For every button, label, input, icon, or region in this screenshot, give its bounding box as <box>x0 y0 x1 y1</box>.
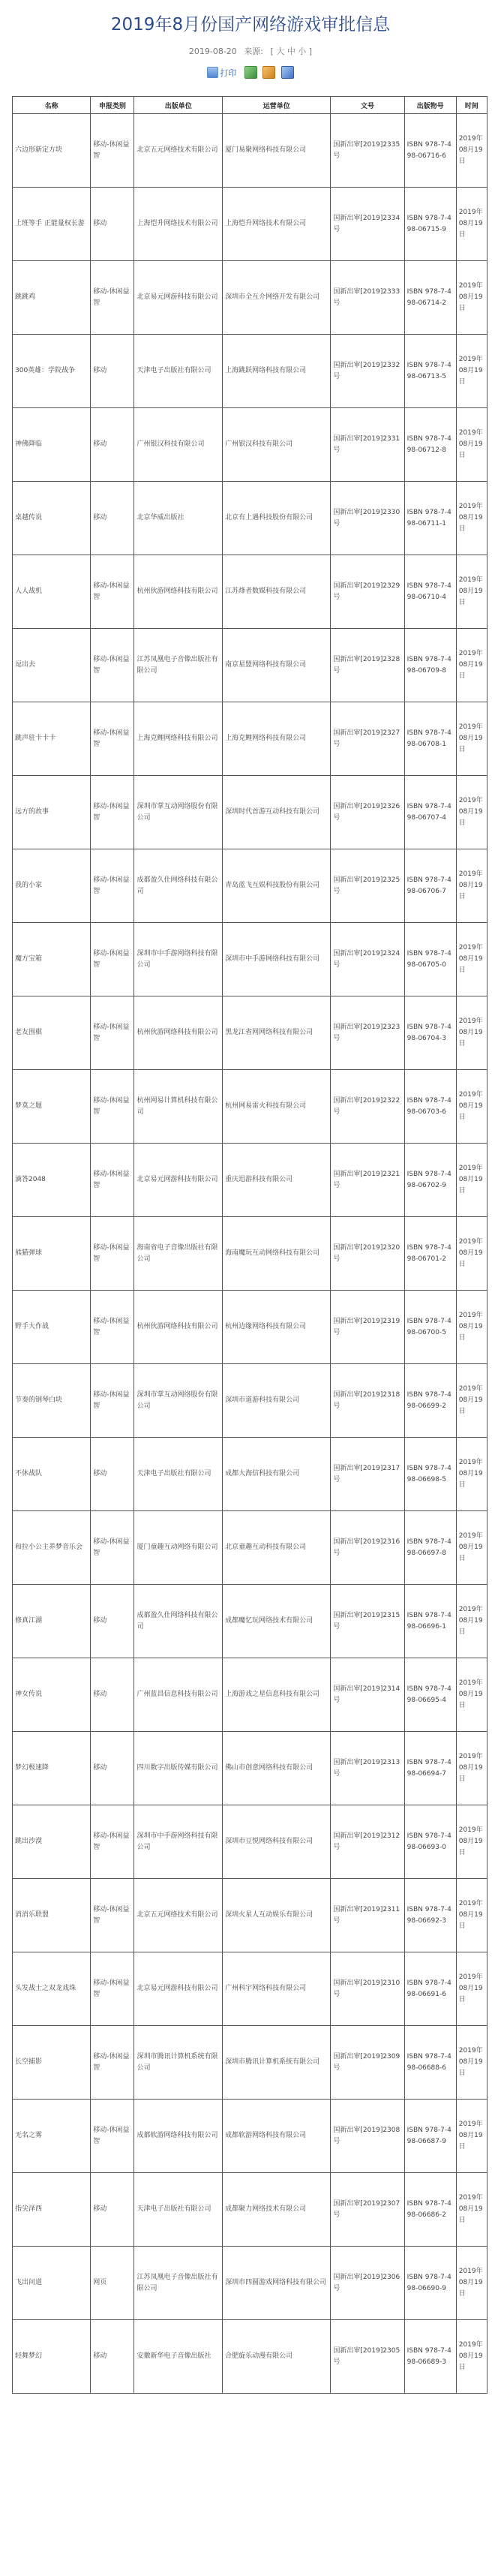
operator-cell: 深圳市四圆游戏网络科技有限公司 <box>223 2247 331 2320</box>
header-approval-number: 文号 <box>331 97 404 114</box>
category-cell: 移动 <box>91 1732 134 1805</box>
share-icon[interactable] <box>244 66 257 79</box>
publisher-cell: 北京五元网络技术有限公司 <box>134 1879 223 1952</box>
approval-number-cell: 国新出审[2019]2329号 <box>331 555 404 629</box>
date-cell: 2019年08月19日 <box>456 2320 487 2394</box>
header-name: 名称 <box>13 97 91 114</box>
isbn-cell: ISBN 978-7-498-06701-2 <box>404 1217 456 1291</box>
approval-number-cell: 国新出审[2019]2326号 <box>331 776 404 849</box>
game-name-cell: 无名之雾 <box>13 2100 91 2173</box>
operator-cell: 江苏烽者数媒科技有限公司 <box>223 555 331 629</box>
table-row <box>13 629 488 702</box>
publisher-cell: 天津电子出版社有限公司 <box>134 2173 223 2247</box>
publisher-cell: 北京五元网络技术有限公司 <box>134 114 223 188</box>
approval-number-cell: 国新出审[2019]2324号 <box>331 923 404 996</box>
font-size-switcher[interactable]: [ 大 中 小 ] <box>270 47 313 56</box>
approval-number-cell: 国新出审[2019]2314号 <box>331 1658 404 1732</box>
approval-number-cell: 国新出审[2019]2310号 <box>331 1952 404 2026</box>
approval-number-cell: 国新出审[2019]2328号 <box>331 629 404 702</box>
operator-cell: 深圳市全互介网络开发有限公司 <box>223 261 331 335</box>
operator-cell: 海南魔玩互动网络科技有限公司 <box>223 1217 331 1291</box>
table-row <box>13 1070 488 1144</box>
date-cell: 2019年08月19日 <box>456 335 487 408</box>
table-row <box>13 2100 488 2173</box>
publisher-cell: 安徽新华电子音像出版社 <box>134 2320 223 2394</box>
operator-cell: 深圳市豆悦网络科技有限公司 <box>223 1805 331 1879</box>
game-name-cell: 逗出去 <box>13 629 91 702</box>
date-cell: 2019年08月19日 <box>456 1879 487 1952</box>
isbn-cell: ISBN 978-7-498-06698-5 <box>404 1438 456 1511</box>
isbn-cell: ISBN 978-7-498-06699-2 <box>404 1364 456 1438</box>
isbn-cell: ISBN 978-7-498-06694-7 <box>404 1732 456 1805</box>
approval-number-cell: 国新出审[2019]2327号 <box>331 702 404 776</box>
publisher-cell: 北京易元网游科技有限公司 <box>134 261 223 335</box>
operator-cell: 深圳市道游科技有限公司 <box>223 1364 331 1438</box>
category-cell: 移动 <box>91 2320 134 2394</box>
category-cell: 移动-休闲益智 <box>91 849 134 923</box>
approval-number-cell: 国新出审[2019]2309号 <box>331 2026 404 2100</box>
header-category: 申报类别 <box>91 97 134 114</box>
approval-number-cell: 国新出审[2019]2306号 <box>331 2247 404 2320</box>
category-cell: 移动 <box>91 1438 134 1511</box>
isbn-cell: ISBN 978-7-498-06706-7 <box>404 849 456 923</box>
approval-number-cell: 国新出审[2019]2315号 <box>331 1585 404 1658</box>
date-cell: 2019年08月19日 <box>456 555 487 629</box>
isbn-cell: ISBN 978-7-498-06702-9 <box>404 1144 456 1217</box>
category-cell: 移动-休闲益智 <box>91 996 134 1070</box>
operator-cell: 深圳时代首游互动科技有限公司 <box>223 776 331 849</box>
operator-cell: 上海克鲤网络科技有限公司 <box>223 702 331 776</box>
isbn-cell: ISBN 978-7-498-06700-5 <box>404 1291 456 1364</box>
category-cell: 移动-休闲益智 <box>91 2100 134 2173</box>
approval-number-cell: 国新出审[2019]2312号 <box>331 1805 404 1879</box>
publisher-cell: 深圳市掌互动网络股份有限公司 <box>134 1364 223 1438</box>
approval-number-cell: 国新出审[2019]2325号 <box>331 849 404 923</box>
approval-number-cell: 国新出审[2019]2319号 <box>331 1291 404 1364</box>
operator-cell: 上海跳跃网络科技有限公司 <box>223 335 331 408</box>
game-name-cell: 长空捕影 <box>13 2026 91 2100</box>
approval-number-cell: 国新出审[2019]2311号 <box>331 1879 404 1952</box>
favorite-icon[interactable] <box>262 66 275 79</box>
isbn-cell: ISBN 978-7-498-06696-1 <box>404 1585 456 1658</box>
game-name-cell: 滴答2048 <box>13 1144 91 1217</box>
category-cell: 移动-休闲益智 <box>91 702 134 776</box>
category-cell: 移动-休闲益智 <box>91 1952 134 2026</box>
publisher-cell: 上海恺升网络技术有限公司 <box>134 188 223 261</box>
approval-number-cell: 国新出审[2019]2334号 <box>331 188 404 261</box>
table-row <box>13 1879 488 1952</box>
game-name-cell: 梦莫之题 <box>13 1070 91 1144</box>
date-cell: 2019年08月19日 <box>456 1805 487 1879</box>
approval-number-cell: 国新出审[2019]2320号 <box>331 1217 404 1291</box>
print-icon[interactable] <box>207 67 218 78</box>
approval-number-cell: 国新出审[2019]2321号 <box>331 1144 404 1217</box>
table-row <box>13 1217 488 1291</box>
operator-cell: 上海恺升网络技术有限公司 <box>223 188 331 261</box>
publisher-cell: 杭州伙游网络科技有限公司 <box>134 996 223 1070</box>
table-row <box>13 849 488 923</box>
game-name-cell: 野手大作战 <box>13 1291 91 1364</box>
category-cell: 移动-休闲益智 <box>91 1511 134 1585</box>
approval-number-cell: 国新出审[2019]2322号 <box>331 1070 404 1144</box>
date-cell: 2019年08月19日 <box>456 776 487 849</box>
table-row <box>13 1511 488 1585</box>
table-row <box>13 1585 488 1658</box>
publisher-cell: 北京易元网游科技有限公司 <box>134 1952 223 2026</box>
table-row <box>13 923 488 996</box>
table-row <box>13 2173 488 2247</box>
category-cell: 移动-休闲益智 <box>91 1070 134 1144</box>
game-name-cell: 飞出问道 <box>13 2247 91 2320</box>
approval-number-cell: 国新出审[2019]2316号 <box>331 1511 404 1585</box>
publisher-cell: 深圳市中手游网络科技有限公司 <box>134 923 223 996</box>
table-row <box>13 1291 488 1364</box>
category-cell: 移动-休闲益智 <box>91 923 134 996</box>
isbn-cell: ISBN 978-7-498-06713-5 <box>404 335 456 408</box>
operator-cell: 成都魔忆玩网络技术有限公司 <box>223 1585 331 1658</box>
game-name-cell: 人人战机 <box>13 555 91 629</box>
table-row <box>13 335 488 408</box>
operator-cell: 合肥旋乐动漫有限公司 <box>223 2320 331 2394</box>
print-button[interactable]: 打印 <box>220 68 237 78</box>
operator-cell: 成都聚力网络技术有限公司 <box>223 2173 331 2247</box>
date-cell: 2019年08月19日 <box>456 1732 487 1805</box>
operator-cell: 杭州边缘网络科技有限公司 <box>223 1291 331 1364</box>
article-meta <box>0 45 501 57</box>
game-name-cell: 指尖泽西 <box>13 2173 91 2247</box>
game-name-cell: 节奏的钢琴白块 <box>13 1364 91 1438</box>
approval-number-cell: 国新出审[2019]2333号 <box>331 261 404 335</box>
game-name-cell: 桌越传说 <box>13 482 91 555</box>
table-row <box>13 1732 488 1805</box>
table-row <box>13 555 488 629</box>
table-row <box>13 776 488 849</box>
source-label: 来源: <box>244 47 264 56</box>
header-operator: 运营单位 <box>223 97 331 114</box>
game-name-cell: 神女传说 <box>13 1658 91 1732</box>
table-row <box>13 2026 488 2100</box>
operator-cell: 青岛蓝飞互娱科技股份有限公司 <box>223 849 331 923</box>
game-name-cell: 跳出沙漠 <box>13 1805 91 1879</box>
category-cell: 网页 <box>91 2247 134 2320</box>
date-cell: 2019年08月19日 <box>456 1144 487 1217</box>
operator-cell: 杭州网易雷火科技有限公司 <box>223 1070 331 1144</box>
isbn-cell: ISBN 978-7-498-06714-2 <box>404 261 456 335</box>
game-name-cell: 老友围棋 <box>13 996 91 1070</box>
toolbar <box>0 66 501 79</box>
table-row <box>13 1144 488 1217</box>
isbn-cell: ISBN 978-7-498-06690-9 <box>404 2247 456 2320</box>
category-cell: 移动 <box>91 335 134 408</box>
game-name-cell: 上班等手 正能量权长游 <box>13 188 91 261</box>
publisher-cell: 成都盈久仕网络科技有限公司 <box>134 1585 223 1658</box>
operator-cell: 深圳市中手游网络科技有限公司 <box>223 923 331 996</box>
category-cell: 移动-休闲益智 <box>91 1879 134 1952</box>
game-name-cell: 六边形新定方块 <box>13 114 91 188</box>
publisher-cell: 成都软游网络科技有限公司 <box>134 2100 223 2173</box>
publisher-cell: 天津电子出版社有限公司 <box>134 335 223 408</box>
table-row <box>13 1805 488 1879</box>
publisher-cell: 杭州伙游网络科技有限公司 <box>134 555 223 629</box>
publisher-cell: 广州银汉科技有限公司 <box>134 408 223 482</box>
header-isbn: 出版物号 <box>404 97 456 114</box>
category-cell: 移动 <box>91 188 134 261</box>
isbn-cell: ISBN 978-7-498-06692-3 <box>404 1879 456 1952</box>
game-name-cell: 我的小家 <box>13 849 91 923</box>
isbn-cell: ISBN 978-7-498-06691-6 <box>404 1952 456 2026</box>
date-cell: 2019年08月19日 <box>456 1070 487 1144</box>
isbn-cell: ISBN 978-7-498-06705-0 <box>404 923 456 996</box>
game-name-cell: 跳跳鸡 <box>13 261 91 335</box>
table-row <box>13 996 488 1070</box>
publisher-cell: 江苏凤凰电子音像出版社有限公司 <box>134 629 223 702</box>
isbn-cell: ISBN 978-7-498-06695-4 <box>404 1658 456 1732</box>
category-cell: 移动 <box>91 1658 134 1732</box>
email-icon[interactable] <box>281 66 294 79</box>
date-cell: 2019年08月19日 <box>456 996 487 1070</box>
operator-cell: 上海游戏之星信息科技有限公司 <box>223 1658 331 1732</box>
publisher-cell: 上海克鲤网络科技有限公司 <box>134 702 223 776</box>
approval-number-cell: 国新出审[2019]2317号 <box>331 1438 404 1511</box>
header-date: 时间 <box>456 97 487 114</box>
operator-cell: 黑龙江省网网络科技有限公司 <box>223 996 331 1070</box>
date-cell: 2019年08月19日 <box>456 2100 487 2173</box>
operator-cell: 广州科宇网络科技有限公司 <box>223 1952 331 2026</box>
date-cell: 2019年08月19日 <box>456 1438 487 1511</box>
table-row <box>13 2247 488 2320</box>
date-cell: 2019年08月19日 <box>456 1585 487 1658</box>
category-cell: 移动 <box>91 482 134 555</box>
category-cell: 移动-休闲益智 <box>91 1364 134 1438</box>
operator-cell: 北京童趣互动科技有限公司 <box>223 1511 331 1585</box>
date-cell: 2019年08月19日 <box>456 261 487 335</box>
date-cell: 2019年08月19日 <box>456 188 487 261</box>
table-body <box>13 114 488 2394</box>
isbn-cell: ISBN 978-7-498-06687-9 <box>404 2100 456 2173</box>
table-row <box>13 1952 488 2026</box>
publish-date: 2019-08-20 <box>188 47 237 56</box>
date-cell: 2019年08月19日 <box>456 408 487 482</box>
category-cell: 移动-休闲益智 <box>91 629 134 702</box>
date-cell: 2019年08月19日 <box>456 2247 487 2320</box>
game-name-cell: 跳声驻卡卡卡 <box>13 702 91 776</box>
date-cell: 2019年08月19日 <box>456 1291 487 1364</box>
category-cell: 移动 <box>91 408 134 482</box>
game-name-cell: 魔方宝箱 <box>13 923 91 996</box>
publisher-cell: 天津电子出版社有限公司 <box>134 1438 223 1511</box>
table-row <box>13 1438 488 1511</box>
publisher-cell: 深圳市腾讯计算机系统有限公司 <box>134 2026 223 2100</box>
approval-number-cell: 国新出审[2019]2332号 <box>331 335 404 408</box>
game-name-cell: 远方的故事 <box>13 776 91 849</box>
date-cell: 2019年08月19日 <box>456 702 487 776</box>
operator-cell: 广州银汉科技有限公司 <box>223 408 331 482</box>
operator-cell: 重庆迅游科技有限公司 <box>223 1144 331 1217</box>
category-cell: 移动 <box>91 1585 134 1658</box>
publisher-cell: 深圳市掌互动网络股份有限公司 <box>134 776 223 849</box>
category-cell: 移动-休闲益智 <box>91 1217 134 1291</box>
isbn-cell: ISBN 978-7-498-06710-4 <box>404 555 456 629</box>
isbn-cell: ISBN 978-7-498-06708-1 <box>404 702 456 776</box>
approval-number-cell: 国新出审[2019]2318号 <box>331 1364 404 1438</box>
isbn-cell: ISBN 978-7-498-06693-0 <box>404 1805 456 1879</box>
operator-cell: 南京星盟网络科技有限公司 <box>223 629 331 702</box>
category-cell: 移动-休闲益智 <box>91 2026 134 2100</box>
table-row <box>13 1364 488 1438</box>
publisher-cell: 杭州网易计算机科技有限公司 <box>134 1070 223 1144</box>
publisher-cell: 北京易元网游科技有限公司 <box>134 1144 223 1217</box>
operator-cell: 厦门易聚网络科技有限公司 <box>223 114 331 188</box>
date-cell: 2019年08月19日 <box>456 1217 487 1291</box>
game-name-cell: 头发战士之双龙戏珠 <box>13 1952 91 2026</box>
isbn-cell: ISBN 978-7-498-06711-1 <box>404 482 456 555</box>
category-cell: 移动-休闲益智 <box>91 776 134 849</box>
approval-number-cell: 国新出审[2019]2307号 <box>331 2173 404 2247</box>
game-name-cell: 300英雄：学院战争 <box>13 335 91 408</box>
isbn-cell: ISBN 978-7-498-06686-2 <box>404 2173 456 2247</box>
table-row <box>13 702 488 776</box>
operator-cell: 成都软游网络科技有限公司 <box>223 2100 331 2173</box>
isbn-cell: ISBN 978-7-498-06707-4 <box>404 776 456 849</box>
game-approval-table <box>12 96 488 2394</box>
isbn-cell: ISBN 978-7-498-06715-9 <box>404 188 456 261</box>
table-header-row <box>13 97 488 114</box>
game-name-cell: 轻舞梦幻 <box>13 2320 91 2394</box>
publisher-cell: 深圳市中手游网络科技有限公司 <box>134 1805 223 1879</box>
game-name-cell: 不休战队 <box>13 1438 91 1511</box>
game-name-cell: 梦幻极速降 <box>13 1732 91 1805</box>
game-name-cell: 和拉小公主养梦音乐会 <box>13 1511 91 1585</box>
isbn-cell: ISBN 978-7-498-06697-8 <box>404 1511 456 1585</box>
operator-cell: 深圳火星人互动娱乐有限公司 <box>223 1879 331 1952</box>
publisher-cell: 广州蓝昌信息科技有限公司 <box>134 1658 223 1732</box>
date-cell: 2019年08月19日 <box>456 1658 487 1732</box>
date-cell: 2019年08月19日 <box>456 114 487 188</box>
approval-number-cell: 国新出审[2019]2305号 <box>331 2320 404 2394</box>
table-row <box>13 188 488 261</box>
category-cell: 移动 <box>91 2173 134 2247</box>
table-row <box>13 114 488 188</box>
publisher-cell: 江苏凤凰电子音像出版社有限公司 <box>134 2247 223 2320</box>
date-cell: 2019年08月19日 <box>456 2173 487 2247</box>
approval-number-cell: 国新出审[2019]2331号 <box>331 408 404 482</box>
operator-cell: 北京有上遇科技股份有限公司 <box>223 482 331 555</box>
isbn-cell: ISBN 978-7-498-06716-6 <box>404 114 456 188</box>
publisher-cell: 厦门童趣互动网络有限公司 <box>134 1511 223 1585</box>
date-cell: 2019年08月19日 <box>456 2026 487 2100</box>
publisher-cell: 成都盈久仕网络科技有限公司 <box>134 849 223 923</box>
game-name-cell: 消消乐联盟 <box>13 1879 91 1952</box>
category-cell: 移动-休闲益智 <box>91 261 134 335</box>
date-cell: 2019年08月19日 <box>456 629 487 702</box>
table-row <box>13 1658 488 1732</box>
publisher-cell: 海南省电子音像出版社有限公司 <box>134 1217 223 1291</box>
date-cell: 2019年08月19日 <box>456 1952 487 2026</box>
category-cell: 移动-休闲益智 <box>91 555 134 629</box>
game-name-cell: 修真江湖 <box>13 1585 91 1658</box>
category-cell: 移动-休闲益智 <box>91 1291 134 1364</box>
publisher-cell: 杭州伙游网络科技有限公司 <box>134 1291 223 1364</box>
approval-number-cell: 国新出审[2019]2308号 <box>331 2100 404 2173</box>
table-row <box>13 482 488 555</box>
publisher-cell: 北京华威出版社 <box>134 482 223 555</box>
approval-number-cell: 国新出审[2019]2313号 <box>331 1732 404 1805</box>
category-cell: 移动-休闲益智 <box>91 1144 134 1217</box>
operator-cell: 佛山市创意网络科技有限公司 <box>223 1732 331 1805</box>
table-row <box>13 408 488 482</box>
isbn-cell: ISBN 978-7-498-06704-3 <box>404 996 456 1070</box>
approval-number-cell: 国新出审[2019]2335号 <box>331 114 404 188</box>
date-cell: 2019年08月19日 <box>456 923 487 996</box>
table-row <box>13 261 488 335</box>
operator-cell: 成都大海信科技有限公司 <box>223 1438 331 1511</box>
isbn-cell: ISBN 978-7-498-06688-6 <box>404 2026 456 2100</box>
date-cell: 2019年08月19日 <box>456 849 487 923</box>
category-cell: 移动-休闲益智 <box>91 114 134 188</box>
date-cell: 2019年08月19日 <box>456 1364 487 1438</box>
page-title: 2019年8月份国产网络游戏审批信息 <box>110 15 391 35</box>
game-name-cell: 熊猫弹球 <box>13 1217 91 1291</box>
date-cell: 2019年08月19日 <box>456 482 487 555</box>
category-cell: 移动-休闲益智 <box>91 1805 134 1879</box>
isbn-cell: ISBN 978-7-498-06703-6 <box>404 1070 456 1144</box>
approval-number-cell: 国新出审[2019]2330号 <box>331 482 404 555</box>
date-cell: 2019年08月19日 <box>456 1511 487 1585</box>
approval-number-cell: 国新出审[2019]2323号 <box>331 996 404 1070</box>
isbn-cell: ISBN 978-7-498-06689-3 <box>404 2320 456 2394</box>
operator-cell: 深圳市腾讯计算机系统有限公司 <box>223 2026 331 2100</box>
header-publisher: 出版单位 <box>134 97 223 114</box>
isbn-cell: ISBN 978-7-498-06709-8 <box>404 629 456 702</box>
publisher-cell: 四川数字出版传媒有限公司 <box>134 1732 223 1805</box>
table-row <box>13 2320 488 2394</box>
isbn-cell: ISBN 978-7-498-06712-8 <box>404 408 456 482</box>
game-name-cell: 神佛降临 <box>13 408 91 482</box>
